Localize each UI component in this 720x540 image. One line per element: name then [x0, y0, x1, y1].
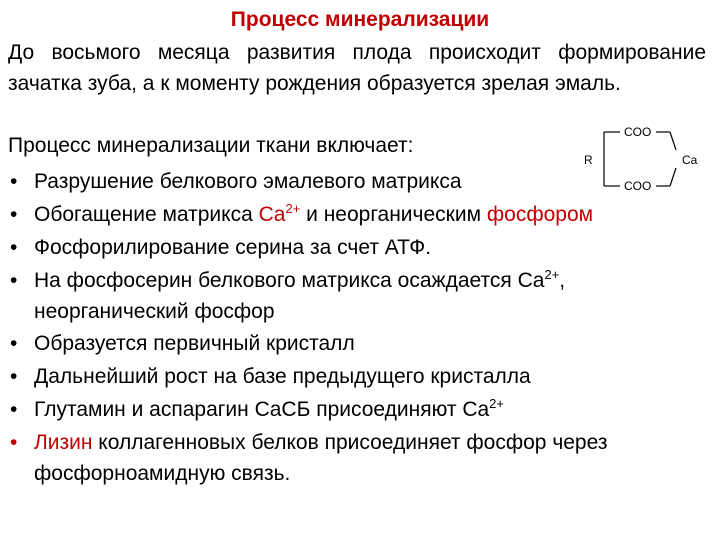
item-text: Глутамин и аспарагин CaСБ присоединяют Ca: [34, 398, 490, 421]
item-text: и неорганическим: [300, 203, 487, 226]
phosphorus-highlight: фосфором: [486, 203, 594, 226]
slide-title: Процесс минерализации: [230, 8, 490, 31]
list-item: [8, 231, 708, 264]
top-ion-slant-line: [670, 132, 676, 150]
list-item: [8, 360, 708, 393]
item-text: На фосфосерин белкового матрикса осаждается Ca: [34, 269, 545, 292]
intro-paragraph: До восьмого месяца развития плода происходит формирование зачатка зуба, а к моменту рождения образуется зрелая эмаль.: [8, 41, 706, 95]
charge-superscript: 2+: [285, 201, 301, 216]
lysine-highlight: Лизин: [34, 431, 93, 454]
charge-superscript: 2+: [489, 396, 504, 411]
bullet-marker: •: [10, 269, 18, 292]
list-item: [8, 426, 708, 489]
item-text: Образуется первичный кристалл: [34, 332, 355, 355]
bullet-marker: •: [10, 398, 18, 421]
item-text: коллагенновых белков присоединяет фосфор через: [92, 431, 608, 454]
process-lead: Процесс минерализации ткани включает:: [8, 134, 414, 157]
top-carboxyl-label: COO: [624, 125, 652, 139]
list-item: [8, 165, 708, 198]
list-item: [8, 393, 708, 426]
list-item: [8, 198, 708, 231]
item-text: Обогащение матрикса: [34, 203, 259, 226]
bullet-marker: •: [10, 431, 18, 454]
process-steps-list: [8, 165, 708, 489]
bottom-carboxyl-label: COO: [624, 179, 652, 193]
list-item: [8, 327, 708, 360]
radical-label: R: [584, 153, 593, 167]
item-text-continuation: фосфорноамидную связь.: [34, 462, 291, 485]
item-text: ,: [559, 269, 566, 292]
bullet-marker: •: [10, 236, 18, 259]
item-text: Фосфорилирование серина за счет АТФ.: [34, 236, 432, 259]
item-text: Дальнейший рост на базе предыдущего кристалла: [34, 365, 531, 388]
bullet-marker: •: [10, 203, 18, 226]
charge-superscript: 2+: [544, 267, 560, 282]
bullet-marker: •: [10, 365, 18, 388]
item-text-continuation: неорганический фосфор: [34, 300, 275, 323]
item-text: Разрушение белкового эмалевого матрикса: [34, 170, 462, 193]
bullet-marker: •: [10, 170, 18, 193]
calcium-ion-label: Ca: [682, 153, 698, 167]
calcium-highlight: Ca: [258, 203, 286, 226]
list-item: [8, 264, 708, 327]
bullet-marker: •: [10, 332, 18, 355]
